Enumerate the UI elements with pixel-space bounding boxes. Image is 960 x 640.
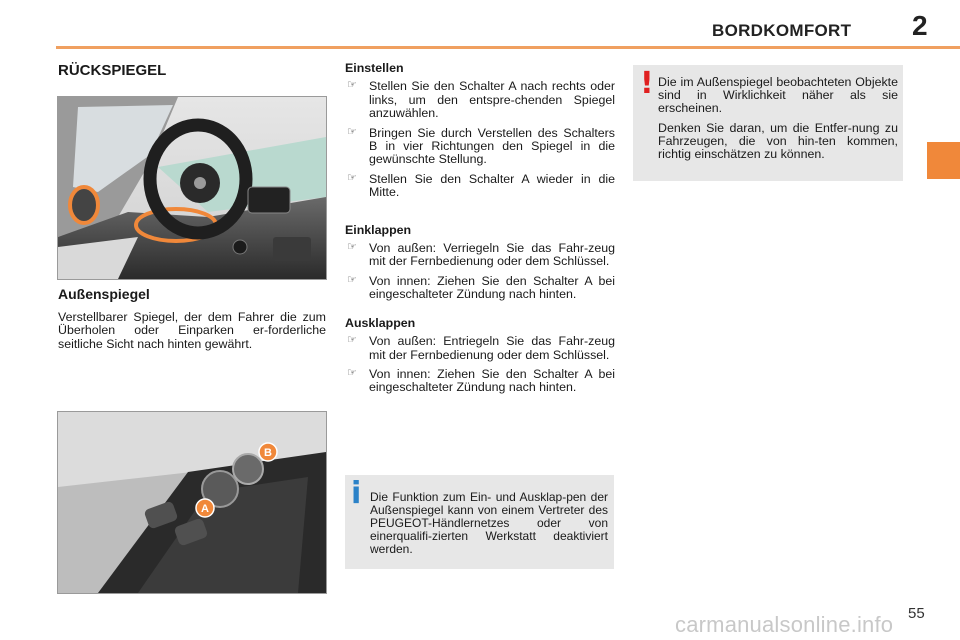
adjust-item-text: Bringen Sie durch Verstellen des Schalters B in vier Richtungen den Spiegel in die gewünschte Stellung. <box>369 125 615 167</box>
unfold-item-text: Von innen: Ziehen Sie den Schalter A bei eingeschalteter Zündung nach hinten. <box>369 366 615 395</box>
watermark: carmanualsonline.info <box>675 612 894 637</box>
bullet-hand-icon: ☞ <box>347 273 357 286</box>
header-rule <box>56 46 960 49</box>
fold-item-text: Von außen: Verriegeln Sie das Fahr-zeug mit der Fernbedienung oder dem Schlüssel. <box>369 241 615 269</box>
adjust-item-text: Stellen Sie den Schalter A nach rechts oder links, um den entspre-chenden Spiegel anzuwählen. <box>369 79 615 121</box>
svg-text:A: A <box>201 503 209 515</box>
intro-paragraph: Verstellbarer Spiegel, der dem Fahrer die zum Überholen oder Einparken er-forderliche seitliche Sicht nach hinten gewährt. <box>58 310 326 351</box>
instructions-column <box>345 62 615 401</box>
bullet-hand-icon: ☞ <box>347 241 357 254</box>
warning-icon: ! <box>640 66 654 101</box>
fold-item-text: Von innen: Ziehen Sie den Schalter A bei eingeschalteter Zündung nach hinten. <box>369 273 615 302</box>
door-switch-panel-illustration <box>58 412 326 593</box>
unfold-item-text: Von außen: Entriegeln Sie das Fahr-zeug mit der Fernbedienung oder dem Schlüssel. <box>369 334 615 362</box>
switch-b-marker <box>259 443 277 461</box>
bullet-hand-icon: ☞ <box>347 334 357 347</box>
adjust-item-1 <box>345 80 615 120</box>
bullet-hand-icon: ☞ <box>347 125 357 138</box>
adjust-item-text: Stellen Sie den Schalter A wieder in die Mitte. <box>369 171 615 200</box>
chapter-number: 2 <box>912 10 928 41</box>
car-interior-photo <box>57 96 327 280</box>
chapter-tab-marker <box>927 142 960 179</box>
info-note-text: Die Funktion zum Ein- und Ausklap-pen der Außenspiegel kann von einem Vertreter des PEUGEOT-Händlernetzes oder von einerqualifi-zierten Werkstatt deaktiviert werden. <box>370 490 608 556</box>
adjust-item-2 <box>345 127 615 167</box>
section-title: RÜCKSPIEGEL <box>58 62 167 79</box>
warning-paragraph-1: Die im Außenspiegel beobachteten Objekte sind in Wirklichkeit näher als sie erscheinen. <box>658 75 898 116</box>
chapter-title: BORDKOMFORT <box>712 21 852 40</box>
warning-note-text <box>658 76 898 167</box>
page-number: 55 <box>908 605 925 622</box>
bullet-hand-icon: ☞ <box>347 79 357 92</box>
warning-paragraph-2: Denken Sie daran, um die Entfer-nung zu Fahrzeugen, die von hin-ten kommen, richtig einschätzen zu können. <box>658 120 898 162</box>
fold-item-2 <box>345 275 615 302</box>
unfold-heading: Ausklappen <box>345 315 416 330</box>
bullet-hand-icon: ☞ <box>347 171 357 184</box>
mirror-switch-photo <box>57 411 327 594</box>
svg-text:B: B <box>264 447 272 459</box>
info-icon: i <box>351 476 362 511</box>
adjust-item-3 <box>345 173 615 200</box>
fold-heading: Einklappen <box>345 222 412 237</box>
switch-a-marker <box>196 499 214 517</box>
subsection-title: Außenspiegel <box>58 286 150 302</box>
unfold-item-1 <box>345 335 615 362</box>
car-interior-illustration <box>58 97 326 279</box>
adjust-heading: Einstellen <box>345 61 404 75</box>
bullet-hand-icon: ☞ <box>347 366 357 379</box>
fold-item-1 <box>345 242 615 269</box>
unfold-item-2 <box>345 368 615 395</box>
